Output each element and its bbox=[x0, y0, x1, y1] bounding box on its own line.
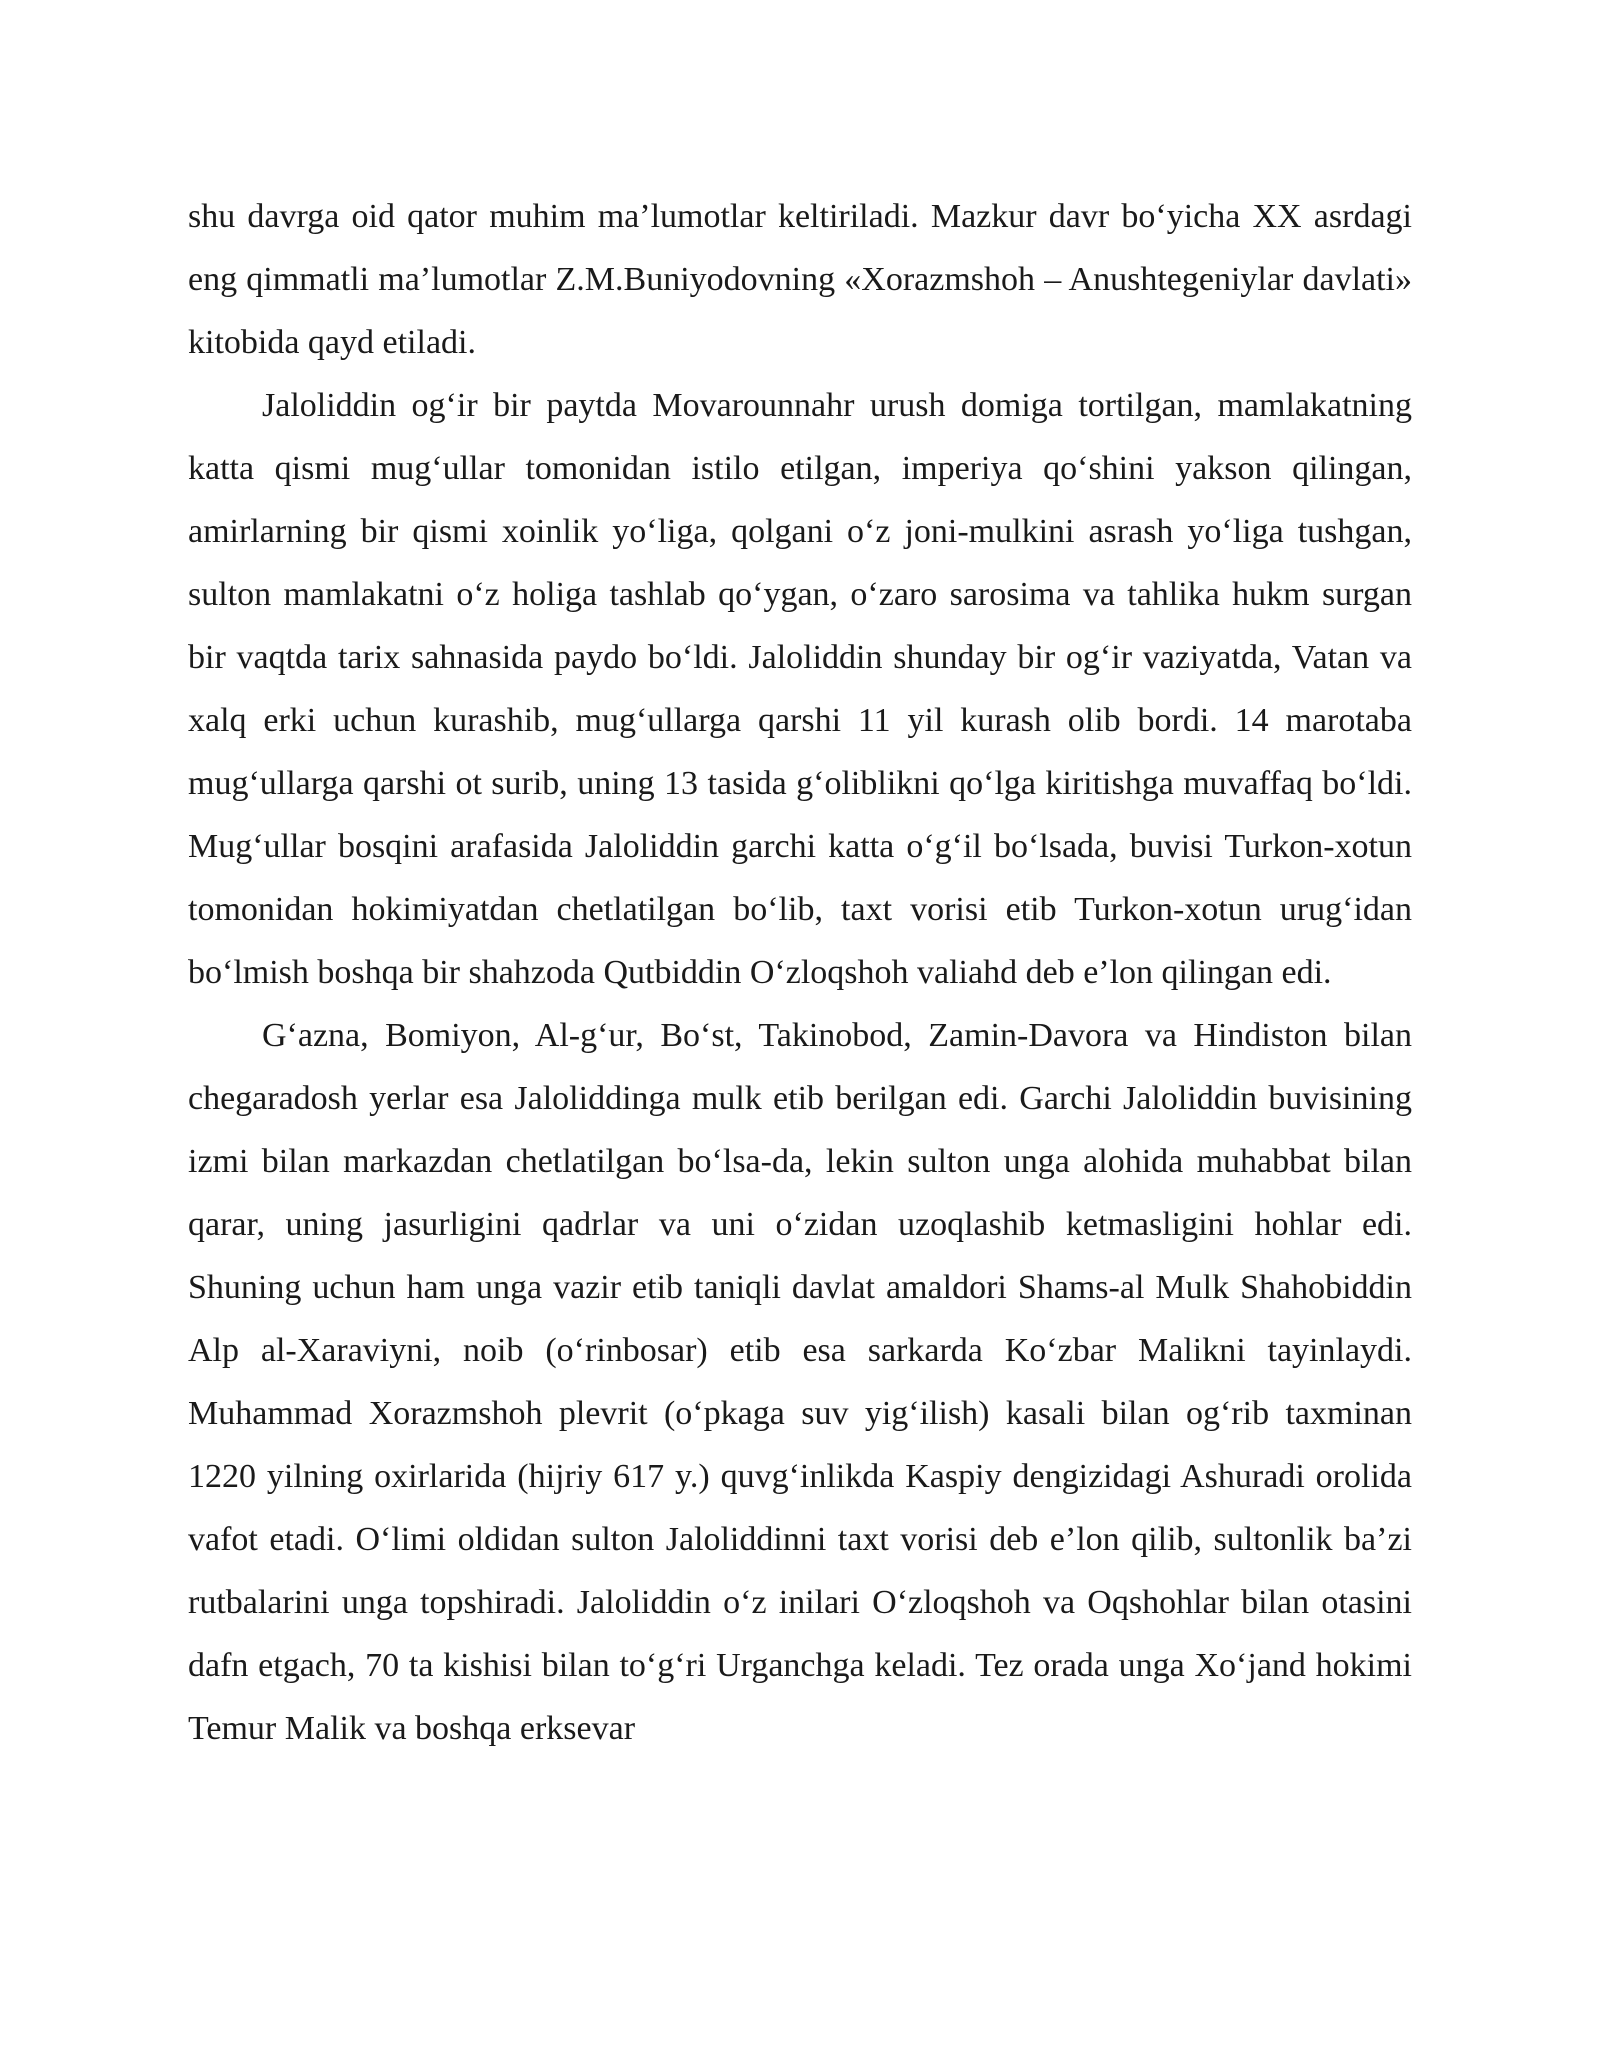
paragraph-1: shu davrga oid qator muhim ma’lumotlar keltiriladi. Mazkur davr bo‘yicha XX asrdagi eng qimmatli ma’lumotlar Z.M.Buniyodovning «Xorazmshoh – Anushtegeniylar davlati» kitobida qayd etiladi. bbox=[188, 198, 1412, 361]
paragraph-3: G‘azna, Bomiyon, Al-g‘ur, Bo‘st, Takinobod, Zamin-Davora va Hindiston bilan chegaradosh yerlar esa Jaloliddinga mulk etib berilgan edi. Garchi Jaloliddin buvisining izmi bilan markazdan chetlatilgan bo‘lsa-da, lekin sulton unga alohida muhabbat bilan qarar, uning jasurligini qadrlar va uni o‘zidan uzoqlashib ketmasligini hohlar edi. Shuning uchun ham unga vazir etib taniqli davlat amaldori Shams-al Mulk Shahobiddin Alp al-Xaraviyni, noib (o‘rinbosar) etib esa sarkarda Ko‘zbar Malikni tayinlaydi. Muhammad Xorazmshoh plevrit (o‘pkaga suv yig‘ilish) kasali bilan og‘rib taxminan 1220 yilning oxirlarida (hijriy 617 y.) quvg‘inlikda Kaspiy dengizidagi Ashuradi orolida vafot etadi. O‘limi oldidan sulton Jaloliddinni taxt vorisi deb e’lon qilib, sultonlik ba’zi rutbalarini unga topshiradi. Jaloliddin o‘z inilari O‘zloqshoh va Oqshohlar bilan otasini dafn etgach, 70 ta kishisi bilan to‘g‘ri Urganchga keladi. Tez orada unga Xo‘jand hokimi Temur Malik va boshqa erksevar bbox=[188, 1017, 1412, 1747]
document-page bbox=[188, 185, 1412, 1760]
paragraph-2: Jaloliddin og‘ir bir paytda Movarounnahr urush domiga tortilgan, mamlakatning katta qismi mug‘ullar tomonidan istilo etilgan, imperiya qo‘shini yakson qilingan, amirlarning bir qismi xoinlik yo‘liga, qolgani o‘z joni-mulkini asrash yo‘liga tushgan, sulton mamlakatni o‘z holiga tashlab qo‘ygan, o‘zaro sarosima va tahlika hukm surgan bir vaqtda tarix sahnasida paydo bo‘ldi. Jaloliddin shunday bir og‘ir vaziyatda, Vatan va xalq erki uchun kurashib, mug‘ullarga qarshi 11 yil kurash olib bordi. 14 marotaba mug‘ullarga qarshi ot surib, uning 13 tasida g‘oliblikni qo‘lga kiritishga muvaffaq bo‘ldi. Mug‘ullar bosqini arafasida Jaloliddin garchi katta o‘g‘il bo‘lsada, buvisi Turkon-xotun tomonidan hokimiyatdan chetlatilgan bo‘lib, taxt vorisi etib Turkon-xotun urug‘idan bo‘lmish boshqa bir shahzoda Qutbiddin O‘zloqshoh valiahd deb e’lon qilingan edi. bbox=[188, 387, 1412, 991]
